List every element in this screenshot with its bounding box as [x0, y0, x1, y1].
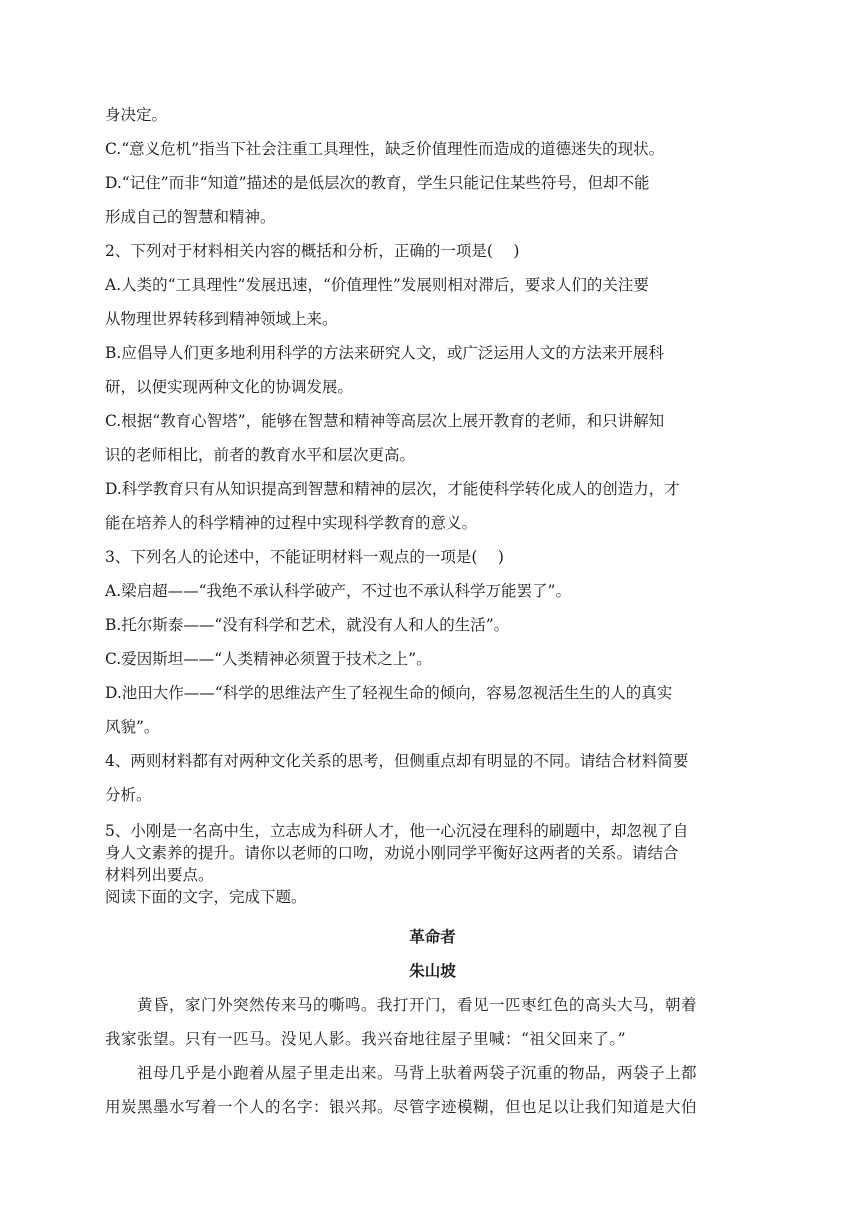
q2-stem: 2、下列对于材料相关内容的概括和分析，正确的一项是( )	[105, 242, 520, 260]
q3-option-d-line2: 风貌”。	[105, 718, 160, 736]
story-author: 朱山坡	[409, 961, 456, 980]
q4-line1: 4、两则材料都有对两种文化关系的思考，但侧重点却有明显的不同。请结合材料简要	[105, 752, 689, 770]
q1-option-d-line2: 形成自己的智慧和精神。	[105, 208, 276, 226]
q2-option-c-line1: C.根据“教育心智塔”，能够在智慧和精神等高层次上展开教育的老师，和只讲解知	[105, 412, 665, 430]
q3-option-c: C.爱因斯坦——“人类精神必须置于技术之上”。	[105, 650, 432, 668]
story-paragraph-2-line1: 祖母几乎是小跑着从屋子里走出来。马背上驮着两袋子沉重的物品，两袋子上都	[137, 1064, 698, 1082]
q5-line1: 5、小刚是一名高中生，立志成为科研人才，他一心沉浸在理科的刷题中，却忽视了自	[105, 822, 689, 840]
q5-line3: 材料列出要点。	[105, 866, 214, 884]
q1-option-b-tail: 身决定。	[105, 106, 168, 124]
q2-option-d-line1: D.科学教育只有从知识提高到智慧和精神的层次，才能使科学转化成人的创造力，才	[105, 480, 680, 498]
q2-option-c-line2: 识的老师相比，前者的教育水平和层次更高。	[105, 446, 416, 464]
q2-option-b-line1: B.应倡导人们更多地利用科学的方法来研究人文，或广泛运用人文的方法来开展科	[105, 344, 664, 362]
q3-stem: 3、下列名人的论述中，不能证明材料一观点的一项是( )	[105, 548, 504, 566]
q3-option-b: B.托尔斯泰——“没有科学和艺术，就没有人和人的生活”。	[105, 616, 510, 634]
q2-option-d-line2: 能在培养人的科学精神的过程中实现科学教育的意义。	[105, 514, 478, 532]
q2-option-a-line1: A.人类的“工具理性”发展迅速，“价值理性”发展则相对滞后，要求人们的关注要	[105, 276, 649, 294]
q3-option-a: A.梁启超——“我绝不承认科学破产，不过也不承认科学万能罢了”。	[105, 582, 571, 600]
q3-option-d-line1: D.池田大作——“科学的思维法产生了轻视生命的倾向，容易忽视活生生的人的真实	[105, 684, 673, 702]
q4-line2: 分析。	[105, 786, 152, 804]
story-paragraph-1-line1: 黄昏，家门外突然传来马的嘶鸣。我打开门，看见一匹枣红色的高头大马，朝着	[137, 996, 698, 1014]
story-paragraph-2-line2: 用炭黑墨水写着一个人的名字：银兴邦。尽管字迹模糊，但也足以让我们知道是大伯	[105, 1098, 698, 1116]
q2-option-a-line2: 从物理世界转移到精神领域上来。	[105, 310, 338, 328]
story-title: 革命者	[409, 927, 456, 946]
q1-option-c: C.“意义危机”指当下社会注重工具理性，缺乏价值理性而造成的道德迷失的现状。	[105, 140, 665, 158]
reading-instruction: 阅读下面的文字，完成下题。	[105, 888, 307, 906]
q1-option-d-line1: D.“记住”而非“知道”描述的是低层次的教育，学生只能记住某些符号，但却不能	[105, 174, 650, 192]
document-page	[105, 98, 760, 1124]
story-paragraph-1-line2: 我家张望。只有一匹马。没见人影。我兴奋地往屋子里喊：“祖父回来了。”	[105, 1030, 627, 1048]
q2-option-b-line2: 研，以便实现两种文化的协调发展。	[105, 378, 354, 396]
q5-line2: 身人文素养的提升。请你以老师的口吻，劝说小刚同学平衡好这两者的关系。请结合	[105, 844, 679, 862]
